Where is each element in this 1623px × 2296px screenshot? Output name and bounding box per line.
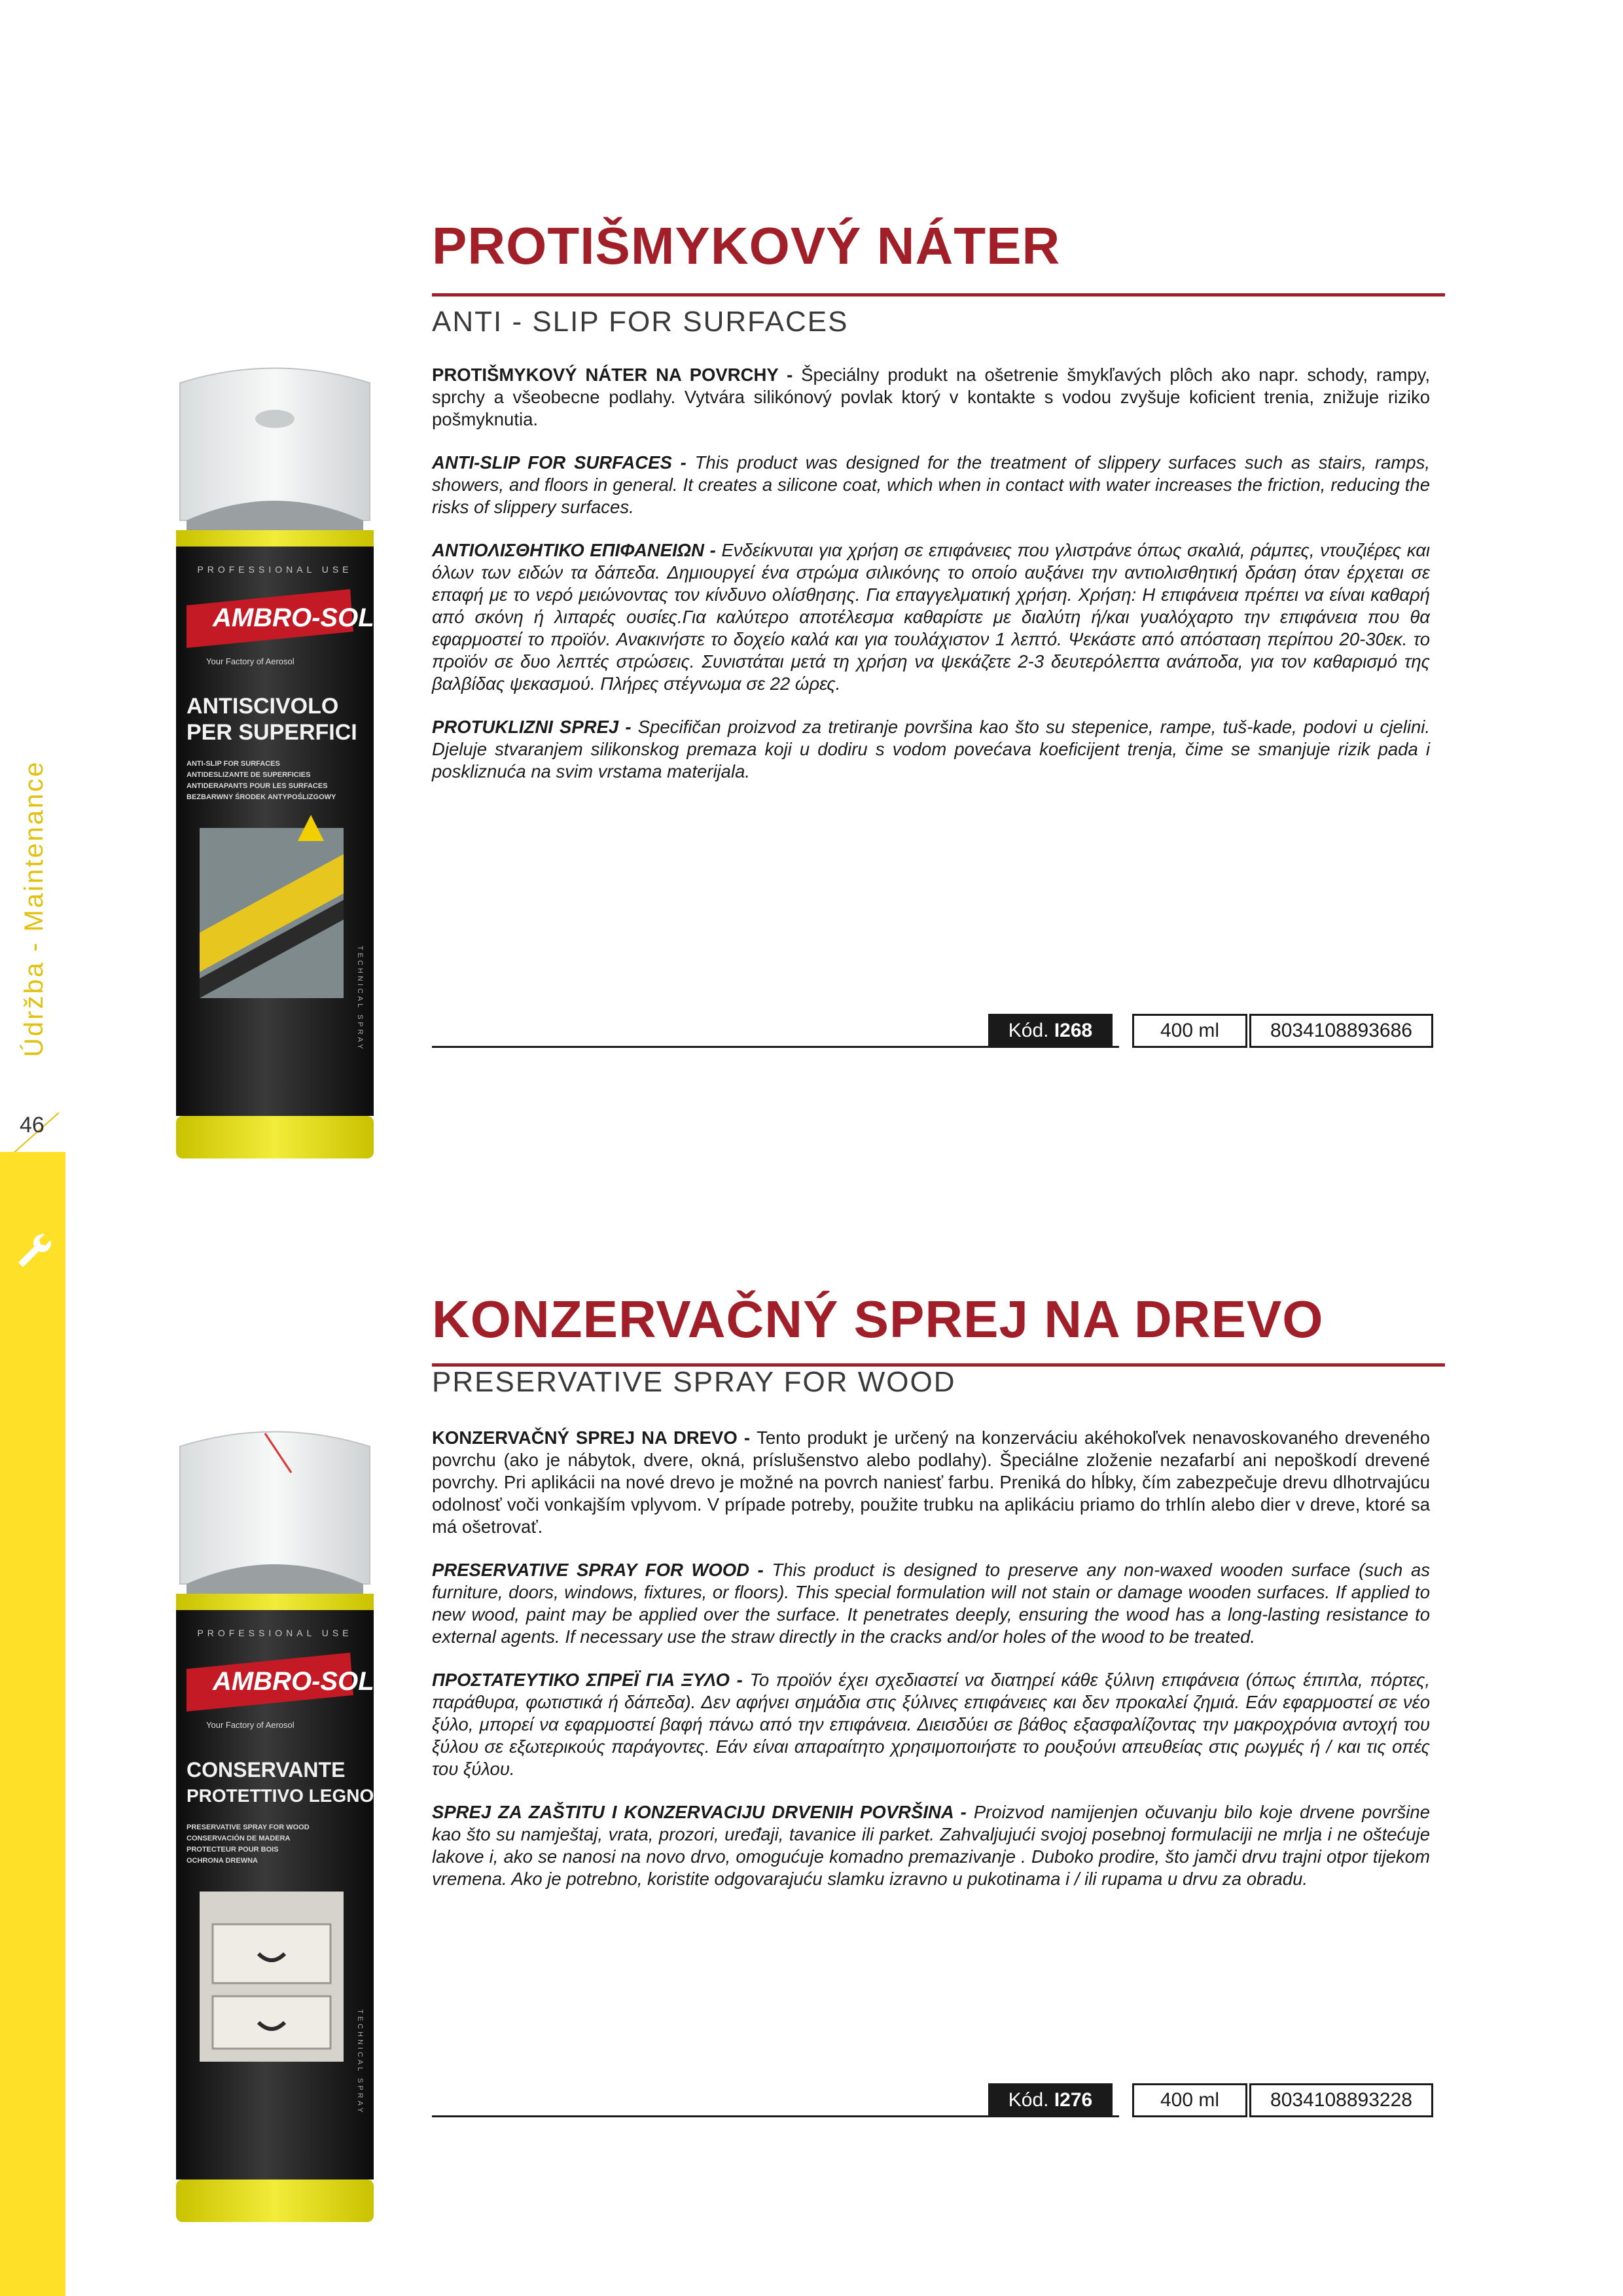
volume-box: 400 ml [1132, 2083, 1247, 2117]
desc-text: Ενδείκνυται για χρήση σε επιφάνειες που γλιστράνε όπως σκαλιά, ράμπες, ντουζιέρες και όλων των ειδών τα δάπεδα. Δημιουργεί ένα στρώμα σιλικόνης το οποίο αυξάνει την αντιολισθητική δράση όταν έρχεται σε επαφή με το νερό μειώνοντας τον κίνδυνο ολίσθησης. Για επαγγελματική χρήση. Χρήση: Η επιφάνεια πρέπει να είναι καθαρή από σκόνη ή λιπαρές ουσίες.Για καλύτερο αποτέλεσμα καθαρίστε με διαλύτη ή/και γυαλόχαρτο την επιφάνεια που θα εφαρμοστεί το προϊόν. Ανακινήστε το δοχείο καλά και για τουλάχιστον 1 λεπτό. Ψεκάστε από απόσταση περίπου 20-30εκ. το προϊόν σε δυο λεπτές στρώσεις. Συνιστάται μετά τη χρήση να ψεκάζετε 2-3 δευτερόλεπτα ανάποδα, για τον καθαρισμό της βαλβίδας ψεκασμού. Πλήρες στέγνωμα σε 22 ώρες. [432, 540, 1430, 694]
desc-text: Specifičan proizvod za tretiranje površina kao što su stepenice, rampe, tuš-kade, podovi u cjelini. Djeluje stvaranjem silikonskog premaza koji u dodiru s vodom povećava koeficijent trenja, čime se smanjuje rizik pada i poskliznuća na svim vrstama materijala. [432, 717, 1431, 781]
can-small-4: BEZBARWNY ŚRODEK ANTYPOŚLIZGOWY [187, 793, 336, 801]
product-title: PROTIŠMYKOVÝ NÁTER [432, 217, 1061, 275]
can-small-2: CONSERVACIÓN DE MADERA [187, 1835, 291, 1842]
can-side-text: TECHNICAL SPRAY [356, 2009, 364, 2115]
section-label: Údržba - Maintenance [20, 760, 48, 1057]
desc-lead: ANTI-SLIP FOR SURFACES - [432, 452, 695, 473]
desc-text: Tento produkt je určený na konzerváciu akéhokoľvek nenavoskovaného dreveného povrchu (ako je nábytok, dvere, okná, príslušenstvo alebo podlahy). Špeciálne zloženie nezafarbí ani nepoškodí drevené povrchy. Pri aplikácii na nové drevo je možné na povrch naniesť farbu. Preniká do hĺbky, čím zabezpečuje drevu dlhotrvajúcu odolnosť voči vonkajším vplyvom. V prípade potreby, použite trubku na aplikáciu priamo do trhlín alebo dier v dreve, ktoré sa má ošetrovať. [432, 1427, 1430, 1537]
code-label [988, 1014, 1113, 1048]
desc-text: This product is designed to preserve any non-waxed wooden surface (such as furniture, doors, windows, fixtures, or floors). This special formulation will not stain or damage wooden surfaces. If applied to new wood, paint may be applied over the surface. It penetrates deeply, ensuring the wood has a long-lasting resistance to external agents. If necessary use the straw directly in the cracks and/or holes of the wood to be treated. [432, 1560, 1430, 1647]
can-small-1: PRESERVATIVE SPRAY FOR WOOD [187, 1823, 310, 1831]
ean-box: 8034108893686 [1249, 1014, 1433, 1048]
can-small-4: OCHRONA DREWNA [187, 1857, 258, 1865]
can-small-1: ANTI-SLIP FOR SURFACES [187, 760, 280, 768]
can-professional: PROFESSIONAL USE [197, 1628, 353, 1638]
code-prefix: Kód. [1008, 2089, 1049, 2111]
volume-box: 400 ml [1132, 1014, 1247, 1048]
desc-lead: KONZERVAČNÝ SPREJ NA DREVO - [432, 1427, 757, 1448]
can-name-1: ANTISCIVOLO [187, 694, 339, 719]
can-name-2: PROTETTIVO LEGNO [187, 1785, 374, 1806]
desc-lead: ΠΡΟΣΤΑΤΕΥΤΙΚΟ ΣΠΡΕΪ ΓΙΑ ΞΥΛΟ - [432, 1670, 750, 1690]
spray-can-image [167, 357, 383, 1168]
can-tagline: Your Factory of Aerosol [206, 656, 294, 666]
title-rule [432, 293, 1445, 296]
desc-text: Proizvod namijenjen očuvanju bilo koje drvene površine kao što su namještaj, vrata, prozori, uređaji, tavanice ili parket. Zahvaljujući svojoj posebnoj formulaciji ne mrlja i ne oštećuje lakove i, ako se nanosi na novo drvo, omogućuje komadno premazivanje . Duboko prodire, što jamči drvu trajni otpor tijekom vremena. Ako je potrebno, koristite odgovarajuću slamku izravno u pukotinama i / ili rupama u drvu za obradu. [432, 1802, 1431, 1889]
product-code: I268 [1054, 1020, 1093, 1041]
product-code: I276 [1054, 2089, 1093, 2111]
product-description [432, 364, 1430, 804]
can-professional: PROFESSIONAL USE [197, 564, 353, 575]
desc-text: This product was designed for the treatment of slippery surfaces such as stairs, ramps, showers, and floors in general. It creates a silicone coat, which when in contact with water increases the friction, reducing the risks of slippery surfaces. [432, 452, 1430, 517]
wrench-icon [13, 1230, 55, 1272]
can-brand: AMBRO-SOL [213, 1667, 374, 1696]
product-subtitle: ANTI - SLIP FOR SURFACES [432, 306, 849, 338]
desc-lead: PRESERVATIVE SPRAY FOR WOOD - [432, 1560, 772, 1580]
can-name-2: PER SUPERFICI [187, 720, 357, 745]
product-title: KONZERVAČNÝ SPREJ NA DREVO [432, 1290, 1324, 1348]
can-name-1: CONSERVANTE [187, 1758, 346, 1782]
code-prefix: Kód. [1008, 1020, 1049, 1041]
product-subtitle: PRESERVATIVE SPRAY FOR WOOD [432, 1366, 956, 1398]
can-small-2: ANTIDESLIZANTE DE SUPERFICIES [187, 771, 311, 779]
desc-lead: PROTIŠMYKOVÝ NÁTER NA POVRCHY - [432, 365, 802, 385]
desc-gr [432, 1669, 1430, 1780]
desc-lead: ΑΝΤΙΟΛΙΣΘΗΤΙΚΟ ΕΠΙΦΑΝΕΙΩΝ - [432, 540, 722, 560]
code-label [988, 2083, 1113, 2117]
desc-lead: PROTUKLIZNI SPREJ - [432, 717, 638, 737]
desc-gr [432, 539, 1430, 695]
desc-sk [432, 364, 1430, 431]
desc-sk [432, 1427, 1430, 1538]
side-tab [0, 1152, 65, 2296]
desc-hr [432, 716, 1430, 783]
desc-text: Το προϊόν έχει σχεδιαστεί να διατηρεί κάθε ξύλινη επιφάνεια (όπως έπιπλα, πόρτες, παράθυρα, φωτιστικά ή δάπεδα). Δεν αφήνει σημάδια στις ξύλινες επιφάνειες και δεν προκαλεί ζημιά. Εάν εφαρμοστεί σε νέο ξύλο, μπορεί να εφαρμοστεί βαφή πάνω από την επιφάνεια. Διεισδύει σε βάθος εξασφαλίζοντας την μακροχρόνια αντοχή του ξύλου σε εξωτερικούς παράγοντες. Εάν είναι απαραίτητο χρησιμοποιήστε το ρουξούνι απευθείας στις ρωγμές ή / και τις οπές του ξύλου. [432, 1670, 1430, 1779]
desc-lead: SPREJ ZA ZAŠTITU I KONZERVACIJU DRVENIH POVRŠINA - [432, 1802, 974, 1822]
ean-box: 8034108893228 [1249, 2083, 1433, 2117]
product-description [432, 1427, 1430, 1911]
spray-can-image [167, 1420, 383, 2232]
page-number: 46 [20, 1113, 45, 1138]
can-side-text: TECHNICAL SPRAY [356, 946, 364, 1052]
can-small-3: PROTECTEUR POUR BOIS [187, 1846, 279, 1854]
desc-en [432, 452, 1430, 518]
desc-hr [432, 1801, 1430, 1890]
desc-en [432, 1559, 1430, 1648]
can-tagline: Your Factory of Aerosol [206, 1720, 294, 1730]
desc-text: Špeciálny produkt na ošetrenie šmykľavých plôch ako napr. schody, rampy, sprchy a všeobecne podlahy. Vytvára silikónový povlak ktorý v kontakte s vodou zvyšuje koficient trenia, znižuje riziko pošmyknutia. [432, 365, 1430, 429]
can-brand: AMBRO-SOL [213, 603, 374, 632]
can-small-3: ANTIDERAPANTS POUR LES SURFACES [187, 782, 328, 790]
